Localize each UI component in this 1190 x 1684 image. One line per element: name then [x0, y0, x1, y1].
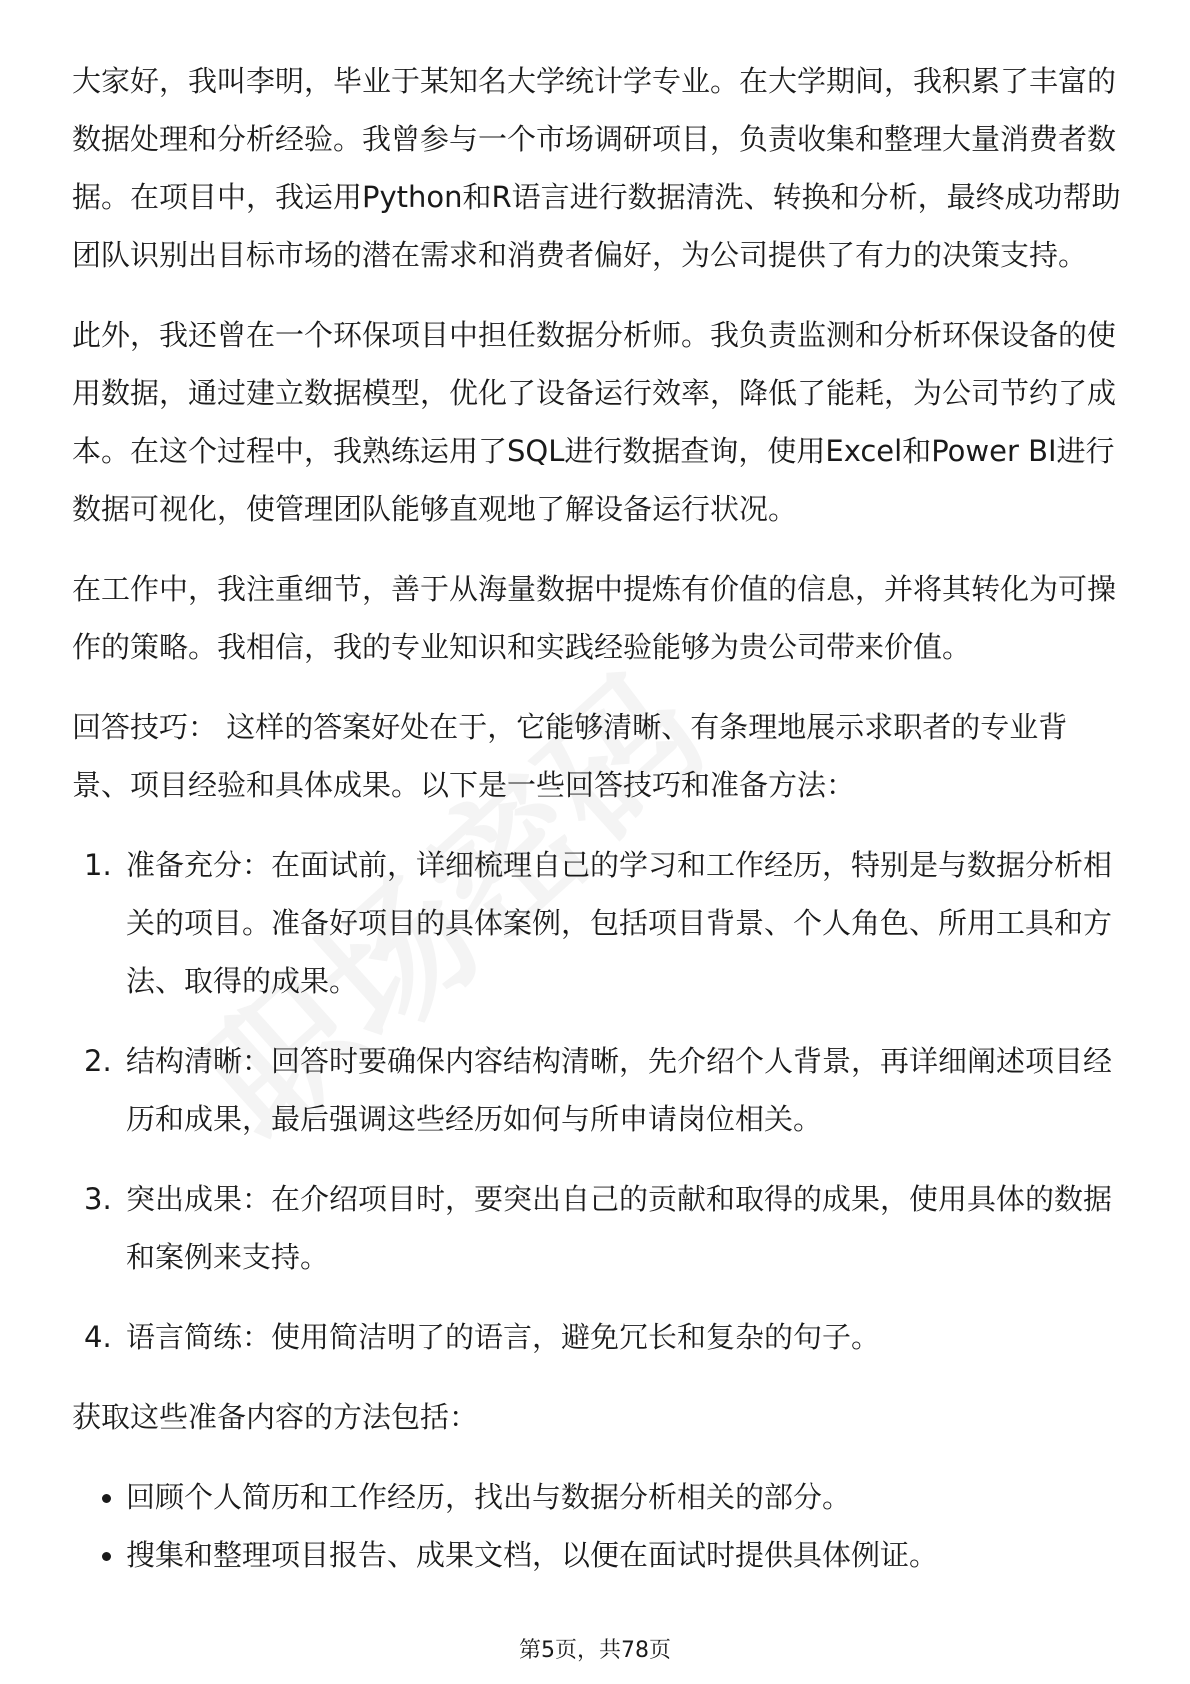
list-number: 1.: [84, 848, 112, 882]
list-item: [72, 1526, 1122, 1584]
list-item-text: 突出成果：在介绍项目时，要突出自己的贡献和取得的成果，使用具体的数据和案例来支持。: [126, 1182, 1113, 1274]
document-body: [72, 52, 1122, 1584]
list-item-text: 结构清晰：回答时要确保内容结构清晰，先介绍个人背景，再详细阐述项目经历和成果，最后强调这些经历如何与所申请岗位相关。: [126, 1044, 1113, 1136]
paragraph-answer-tips: 回答技巧： 这样的答案好处在于，它能够清晰、有条理地展示求职者的专业背景、项目经验和具体成果。以下是一些回答技巧和准备方法：: [72, 710, 1068, 802]
list-item-text: 准备充分：在面试前，详细梳理自己的学习和工作经历，特别是与数据分析相关的项目。准备好项目的具体案例，包括项目背景、个人角色、所用工具和方法、取得的成果。: [126, 848, 1113, 998]
bullet-icon: [102, 1494, 111, 1503]
paragraph-methods-intro: 获取这些准备内容的方法包括：: [72, 1400, 479, 1434]
list-item-text: 搜集和整理项目报告、成果文档，以便在面试时提供具体例证。: [126, 1538, 939, 1572]
list-item: [72, 1032, 1122, 1148]
bullet-icon: [102, 1552, 111, 1561]
tips-list: [72, 836, 1122, 1366]
methods-list: [72, 1468, 1122, 1584]
list-item: [72, 1468, 1122, 1526]
list-item-text: 语言简练：使用简洁明了的语言，避免冗长和复杂的句子。: [126, 1320, 881, 1354]
list-number: 2.: [84, 1044, 112, 1078]
list-item-text: 回顾个人简历和工作经历，找出与数据分析相关的部分。: [126, 1480, 852, 1514]
page-number-footer: 第5页，共78页: [519, 1638, 671, 1663]
list-item: [72, 836, 1122, 1010]
list-item: [72, 1170, 1122, 1286]
list-number: 4.: [84, 1320, 112, 1354]
paragraph-intro: 大家好，我叫李明，毕业于某知名大学统计学专业。在大学期间，我积累了丰富的数据处理和分析经验。我曾参与一个市场调研项目，负责收集和整理大量消费者数据。在项目中，我运用Python和R语言进行数据清洗、转换和分析，最终成功帮助团队识别出目标市场的潜在需求和消费者偏好，为公司提供了有力的决策支持。: [72, 64, 1121, 272]
paragraph-work-attitude: 在工作中，我注重细节，善于从海量数据中提炼有价值的信息，并将其转化为可操作的策略。我相信，我的专业知识和实践经验能够为贵公司带来价值。: [72, 572, 1117, 664]
list-number: 3.: [84, 1182, 112, 1216]
paragraph-environment-project: 此外，我还曾在一个环保项目中担任数据分析师。我负责监测和分析环保设备的使用数据，通过建立数据模型，优化了设备运行效率，降低了能耗，为公司节约了成本。在这个过程中，我熟练运用了SQL进行数据查询，使用Excel和Power BI进行数据可视化，使管理团队能够直观地了解设备运行状况。: [72, 318, 1117, 526]
list-item: [72, 1308, 1122, 1366]
